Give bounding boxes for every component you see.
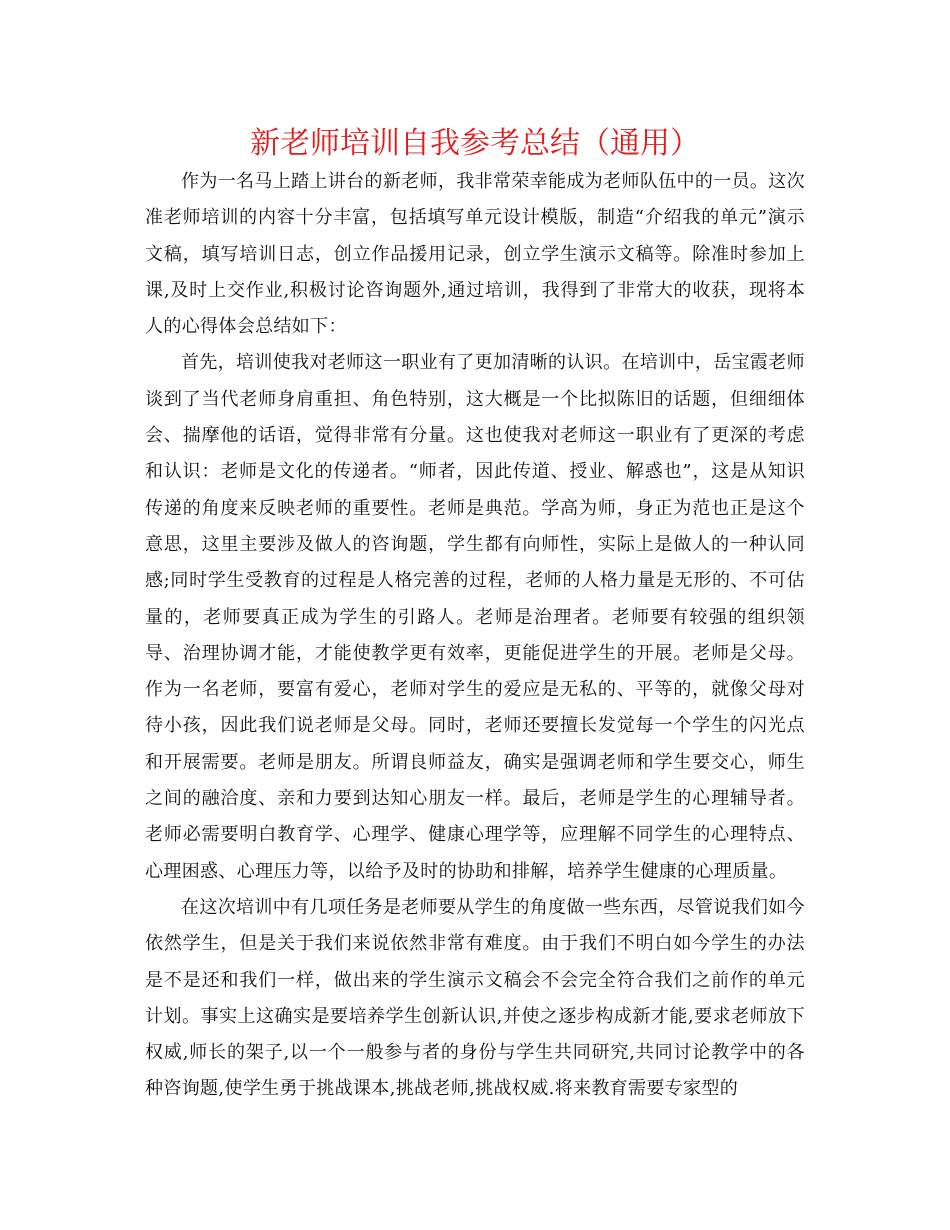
document-title: 新老师培训自我参考总结（通用） <box>250 126 700 161</box>
paragraph-3: 在这次培训中有几项任务是老师要从学生的角度做一些东西，尽管说我们如今依然学生，但是关于我们来说依然非常有难度。由于我们不明白如今学生的办法是不是还和我们一样，做出来的学生演示文稿会不会完全符合我们之前作的单元计划。事实上这确实是要培养学生创新认识,并使之逐步构成新才能,要求老师放下权威,师长的架子,以一个一般参与者的身份与学生共同研究,共同讨论教学中的各种咨询题,使学生勇于挑战课本,挑战老师,挑战权威.将来教育需要专家型的 <box>145 896 805 1100</box>
paragraph-2: 首先，培训使我对老师这一职业有了更加清晰的认识。在培训中，岳宝霞老师谈到了当代老师身肩重担、角色特别，这大概是一个比拟陈旧的话题，但细细体会、揣摩他的话语，觉得非常有分量。这也使我对老师这一职业有了更深的考虑和认识：老师是文化的传递者。“师者，因此传道、授业、解惑也”，这是从知识传递的角度来反映老师的重要性。老师是典范。学高为师，身正为范也正是这个意思，这里主要涉及做人的咨询题，学生都有向师性，实际上是做人的一种认同感;同时学生受教育的过程是人格完善的过程，老师的人格力量是无形的、不可估量的，老师要真正成为学生的引路人。老师是治理者。老师要有较强的组织领导、治理协调才能，才能使教学更有效率，更能促进学生的开展。老师是父母。作为一名老师，要富有爱心，老师对学生的爱应是无私的、平等的，就像父母对待小孩，因此我们说老师是父母。同时，老师还要擅长发觉每一个学生的闪光点和开展需要。老师是朋友。所谓良师益友，确实是强调老师和学生要交心，师生之间的融洽度、亲和力要到达知心朋友一样。最后，老师是学生的心理辅导者。老师必需要明白教育学、心理学、健康心理学等，应理解不同学生的心理特点、心理困惑、心理压力等，以给予及时的协助和排解，培养学生健康的心理质量。 <box>145 352 805 882</box>
document-body <box>145 164 805 1108</box>
paragraph-1: 作为一名马上踏上讲台的新老师，我非常荣幸能成为老师队伍中的一员。这次准老师培训的内容十分丰富，包括填写单元设计模版，制造“介绍我的单元”演示文稿，填写培训日志，创立作品援用记录，创立学生演示文稿等。除准时参加上课,及时上交作业,积极讨论咨询题外,通过培训，我得到了非常大的收获，现将本人的心得体会总结如下： <box>145 171 805 338</box>
